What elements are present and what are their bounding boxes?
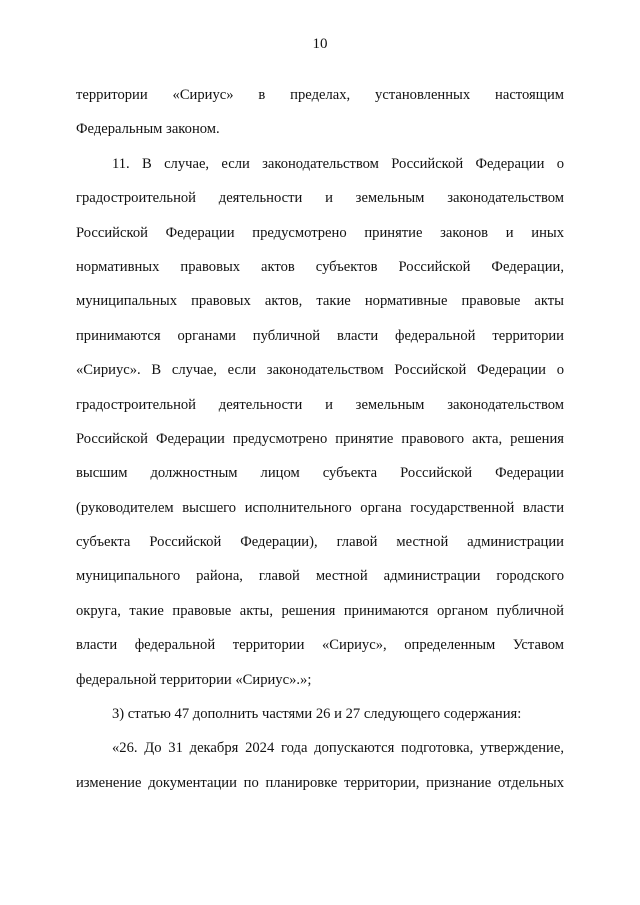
paragraph (76, 697, 564, 731)
text-line: муниципального района, главой местной администрации городского (76, 568, 564, 585)
paragraph (76, 147, 564, 697)
document-body (76, 78, 564, 800)
text-line: Российской Федерации предусмотрено принятие правового акта, решения (76, 430, 564, 447)
text-line: «26. До 31 декабря 2024 года допускаются подготовка, утверждение, (112, 740, 564, 757)
text-line: высшим должностным лицом субъекта Российской Федерации (76, 465, 564, 482)
text-line: нормативных правовых актов субъектов Российской Федерации, (76, 258, 564, 275)
text-line: территории «Сириус» в пределах, установленных настоящим (76, 87, 564, 103)
text-line: (руководителем высшего исполнительного органа государственной власти (76, 499, 564, 516)
text-line: федеральной территории «Сириус».»; (76, 671, 312, 688)
text-line: округа, такие правовые акты, решения принимаются органом публичной (76, 602, 564, 619)
text-line: Российской Федерации предусмотрено принятие законов и иных (76, 224, 564, 241)
text-line: 3) статью 47 дополнить частями 26 и 27 следующего содержания: (112, 706, 522, 723)
text-line: принимаются органами публичной власти федеральной территории (76, 327, 564, 344)
paragraph (76, 78, 564, 147)
text-line: изменение документации по планировке территории, признание отдельных (76, 774, 564, 791)
text-line: Федеральным законом. (76, 121, 220, 138)
paragraph (76, 731, 564, 800)
text-line: субъекта Российской Федерации), главой местной администрации (76, 534, 564, 551)
page-number: 10 (312, 36, 328, 52)
text-line: градостроительной деятельности и земельным законодательством (76, 190, 564, 207)
text-line: «Сириус». В случае, если законодательством Российской Федерации о (76, 362, 564, 379)
text-line: муниципальных правовых актов, такие нормативные правовые акты (76, 293, 564, 310)
text-line: 11. В случае, если законодательством Российской Федерации о (112, 155, 564, 172)
text-line: власти федеральной территории «Сириус», определенным Уставом (76, 637, 564, 654)
text-line: градостроительной деятельности и земельным законодательством (76, 396, 564, 413)
